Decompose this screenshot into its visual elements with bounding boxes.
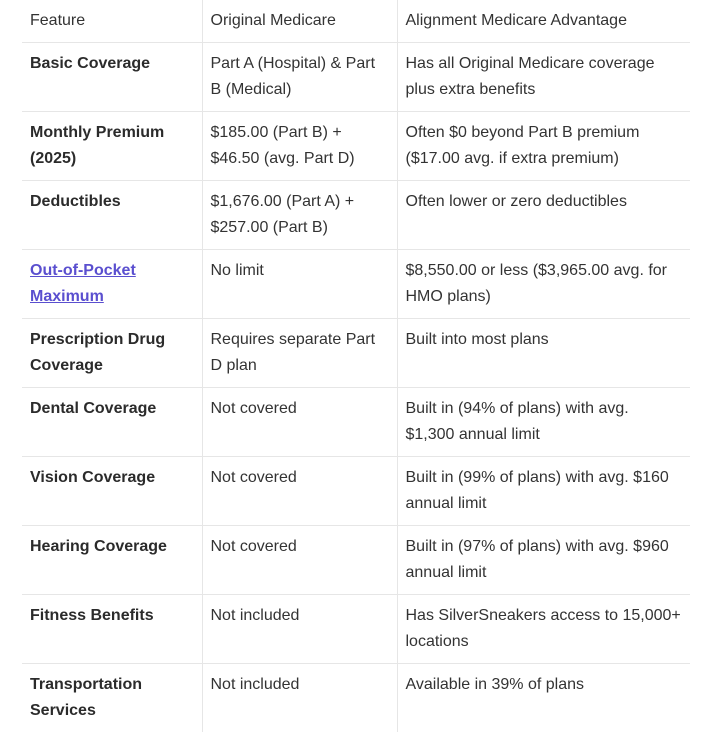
feature-cell: Hearing Coverage [22, 526, 202, 595]
table-row [22, 43, 690, 112]
original-cell: Not included [202, 595, 397, 664]
advantage-cell: Has all Original Medicare coverage plus extra benefits [397, 43, 690, 112]
advantage-cell: Has SilverSneakers access to 15,000+ locations [397, 595, 690, 664]
table-header-row [22, 0, 690, 43]
feature-cell: Prescription Drug Coverage [22, 319, 202, 388]
advantage-cell: Built in (97% of plans) with avg. $960 annual limit [397, 526, 690, 595]
original-cell: $185.00 (Part B) + $46.50 (avg. Part D) [202, 112, 397, 181]
table-row [22, 457, 690, 526]
advantage-cell: Available in 39% of plans [397, 664, 690, 732]
table-row [22, 388, 690, 457]
original-cell: Not covered [202, 526, 397, 595]
header-original-medicare: Original Medicare [202, 0, 397, 43]
original-cell: Not covered [202, 457, 397, 526]
header-feature: Feature [22, 0, 202, 43]
original-cell: Not covered [202, 388, 397, 457]
feature-cell: Fitness Benefits [22, 595, 202, 664]
original-cell: No limit [202, 250, 397, 319]
advantage-cell: Built in (94% of plans) with avg. $1,300 annual limit [397, 388, 690, 457]
original-cell: Requires separate Part D plan [202, 319, 397, 388]
advantage-cell: Built in (99% of plans) with avg. $160 annual limit [397, 457, 690, 526]
comparison-table [22, 0, 690, 732]
feature-cell: Monthly Premium (2025) [22, 112, 202, 181]
table-row [22, 664, 690, 732]
advantage-cell: Often $0 beyond Part B premium ($17.00 avg. if extra premium) [397, 112, 690, 181]
table-row [22, 112, 690, 181]
feature-cell: Vision Coverage [22, 457, 202, 526]
table-row [22, 250, 690, 319]
feature-cell: Deductibles [22, 181, 202, 250]
table-row [22, 181, 690, 250]
feature-cell [22, 250, 202, 319]
table-row [22, 595, 690, 664]
feature-cell: Dental Coverage [22, 388, 202, 457]
advantage-cell: $8,550.00 or less ($3,965.00 avg. for HMO plans) [397, 250, 690, 319]
table-row [22, 319, 690, 388]
header-medicare-advantage: Alignment Medicare Advantage [397, 0, 690, 43]
out-of-pocket-maximum-link[interactable]: Out-of-Pocket Maximum [30, 262, 136, 305]
original-cell: Part A (Hospital) & Part B (Medical) [202, 43, 397, 112]
feature-cell: Basic Coverage [22, 43, 202, 112]
original-cell: $1,676.00 (Part A) + $257.00 (Part B) [202, 181, 397, 250]
table-row [22, 526, 690, 595]
feature-cell: Transportation Services [30, 676, 143, 719]
advantage-cell: Built into most plans [397, 319, 690, 388]
advantage-cell: Often lower or zero deductibles [397, 181, 690, 250]
original-cell: Not included [202, 664, 397, 732]
